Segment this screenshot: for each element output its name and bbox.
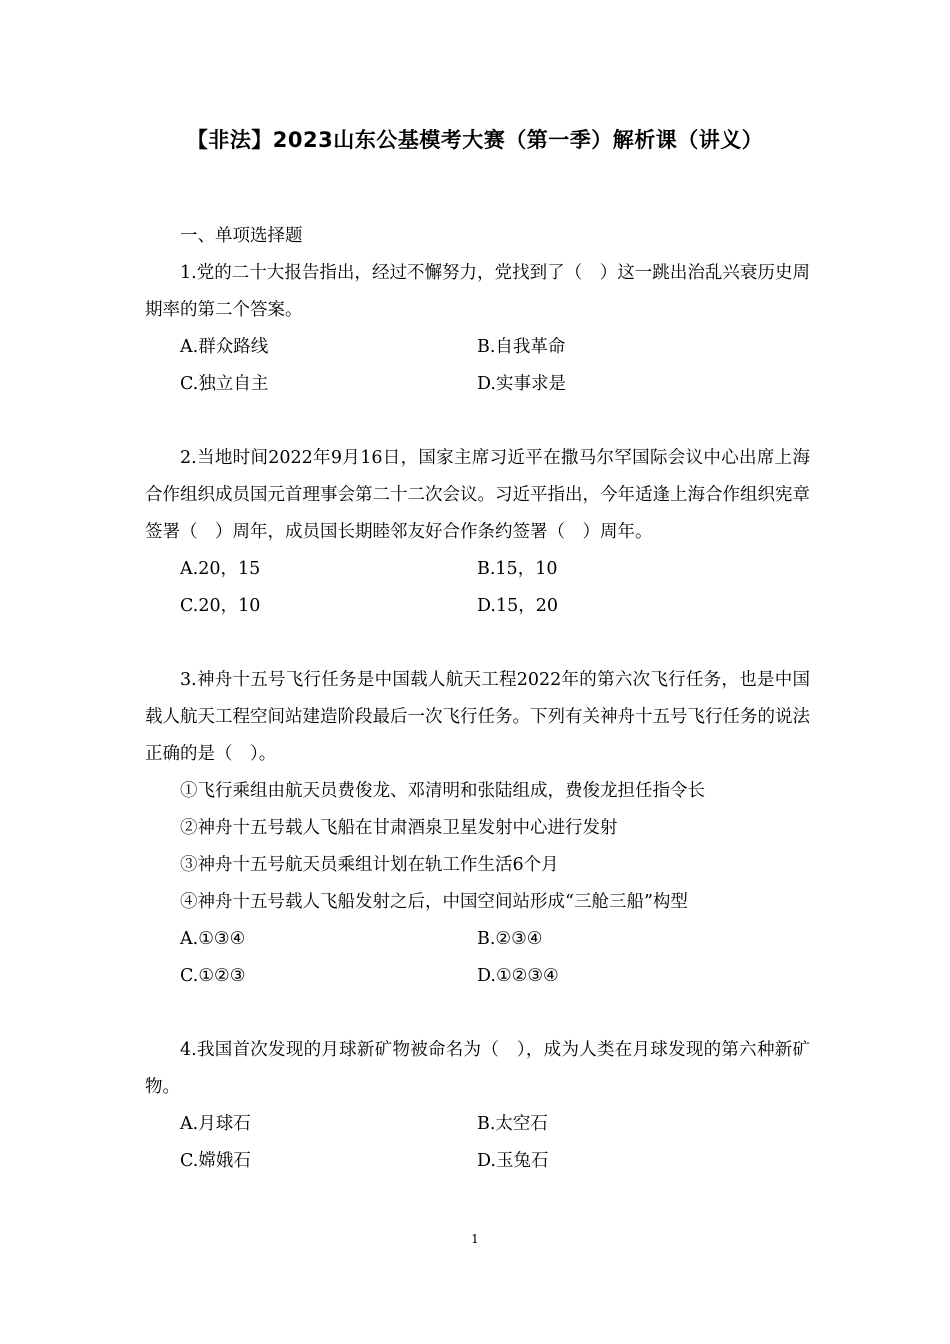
spacer — [145, 995, 810, 1032]
document-body — [145, 218, 810, 1180]
options-grid — [145, 921, 810, 995]
page-title: 【非法】2023山东公基模考大赛（第一季）解析课（讲义） — [186, 128, 764, 152]
spacer — [145, 403, 810, 440]
option-d: D.玉兔石 — [477, 1151, 549, 1171]
option-c: C.①②③ — [180, 966, 246, 986]
option-d: D.实事求是 — [477, 374, 566, 394]
spacer — [145, 625, 810, 662]
option-b: B.自我革命 — [477, 337, 566, 357]
section-heading: 一、单项选择题 — [180, 226, 303, 246]
option-a: A.群众路线 — [180, 337, 269, 357]
option-c: C.20，10 — [180, 596, 261, 616]
statement-3: ③神舟十五号航天员乘组计划在轨工作生活6个月 — [180, 855, 559, 875]
question-stem: 4.我国首次发现的月球新矿物被命名为（ ），成为人类在月球发现的第六种新矿物。 — [145, 1040, 810, 1097]
options-grid — [145, 1106, 810, 1180]
option-c: C.嫦娥石 — [180, 1151, 251, 1171]
page-number: 1 — [471, 1232, 479, 1246]
option-a: A.①③④ — [180, 929, 246, 949]
option-d: D.15，20 — [477, 596, 559, 616]
question-4 — [145, 1032, 810, 1180]
option-b: B.15，10 — [477, 559, 558, 579]
question-3 — [145, 662, 810, 995]
statement-4: ④神舟十五号载人飞船发射之后，中国空间站形成“三舱三船”构型 — [180, 892, 688, 912]
option-b: B.太空石 — [477, 1114, 548, 1134]
question-stem: 2.当地时间2022年9月16日，国家主席习近平在撒马尔罕国际会议中心出席上海合作组织成员国元首理事会第二十二次会议。习近平指出，今年适逢上海合作组织宪章签署（ ）周年，成员国长期睦邻友好合作条约签署（ ）周年。 — [145, 448, 810, 542]
option-a: A.月球石 — [180, 1114, 251, 1134]
statement-1: ①飞行乘组由航天员费俊龙、邓清明和张陆组成，费俊龙担任指令长 — [180, 781, 705, 801]
question-stem: 3.神舟十五号飞行任务是中国载人航天工程2022年的第六次飞行任务，也是中国载人航天工程空间站建造阶段最后一次飞行任务。下列有关神舟十五号飞行任务的说法正确的是（ ）。 — [145, 670, 810, 764]
statement-2: ②神舟十五号载人飞船在甘肃酒泉卫星发射中心进行发射 — [180, 818, 618, 838]
question-2 — [145, 440, 810, 625]
option-a: A.20，15 — [180, 559, 261, 579]
option-d: D.①②③④ — [477, 966, 559, 986]
option-c: C.独立自主 — [180, 374, 269, 394]
options-grid — [145, 329, 810, 403]
question-stem: 1.党的二十大报告指出，经过不懈努力，党找到了（ ）这一跳出治乱兴衰历史周期率的第二个答案。 — [145, 263, 810, 320]
options-grid — [145, 551, 810, 625]
option-b: B.②③④ — [477, 929, 543, 949]
question-1 — [145, 255, 810, 403]
